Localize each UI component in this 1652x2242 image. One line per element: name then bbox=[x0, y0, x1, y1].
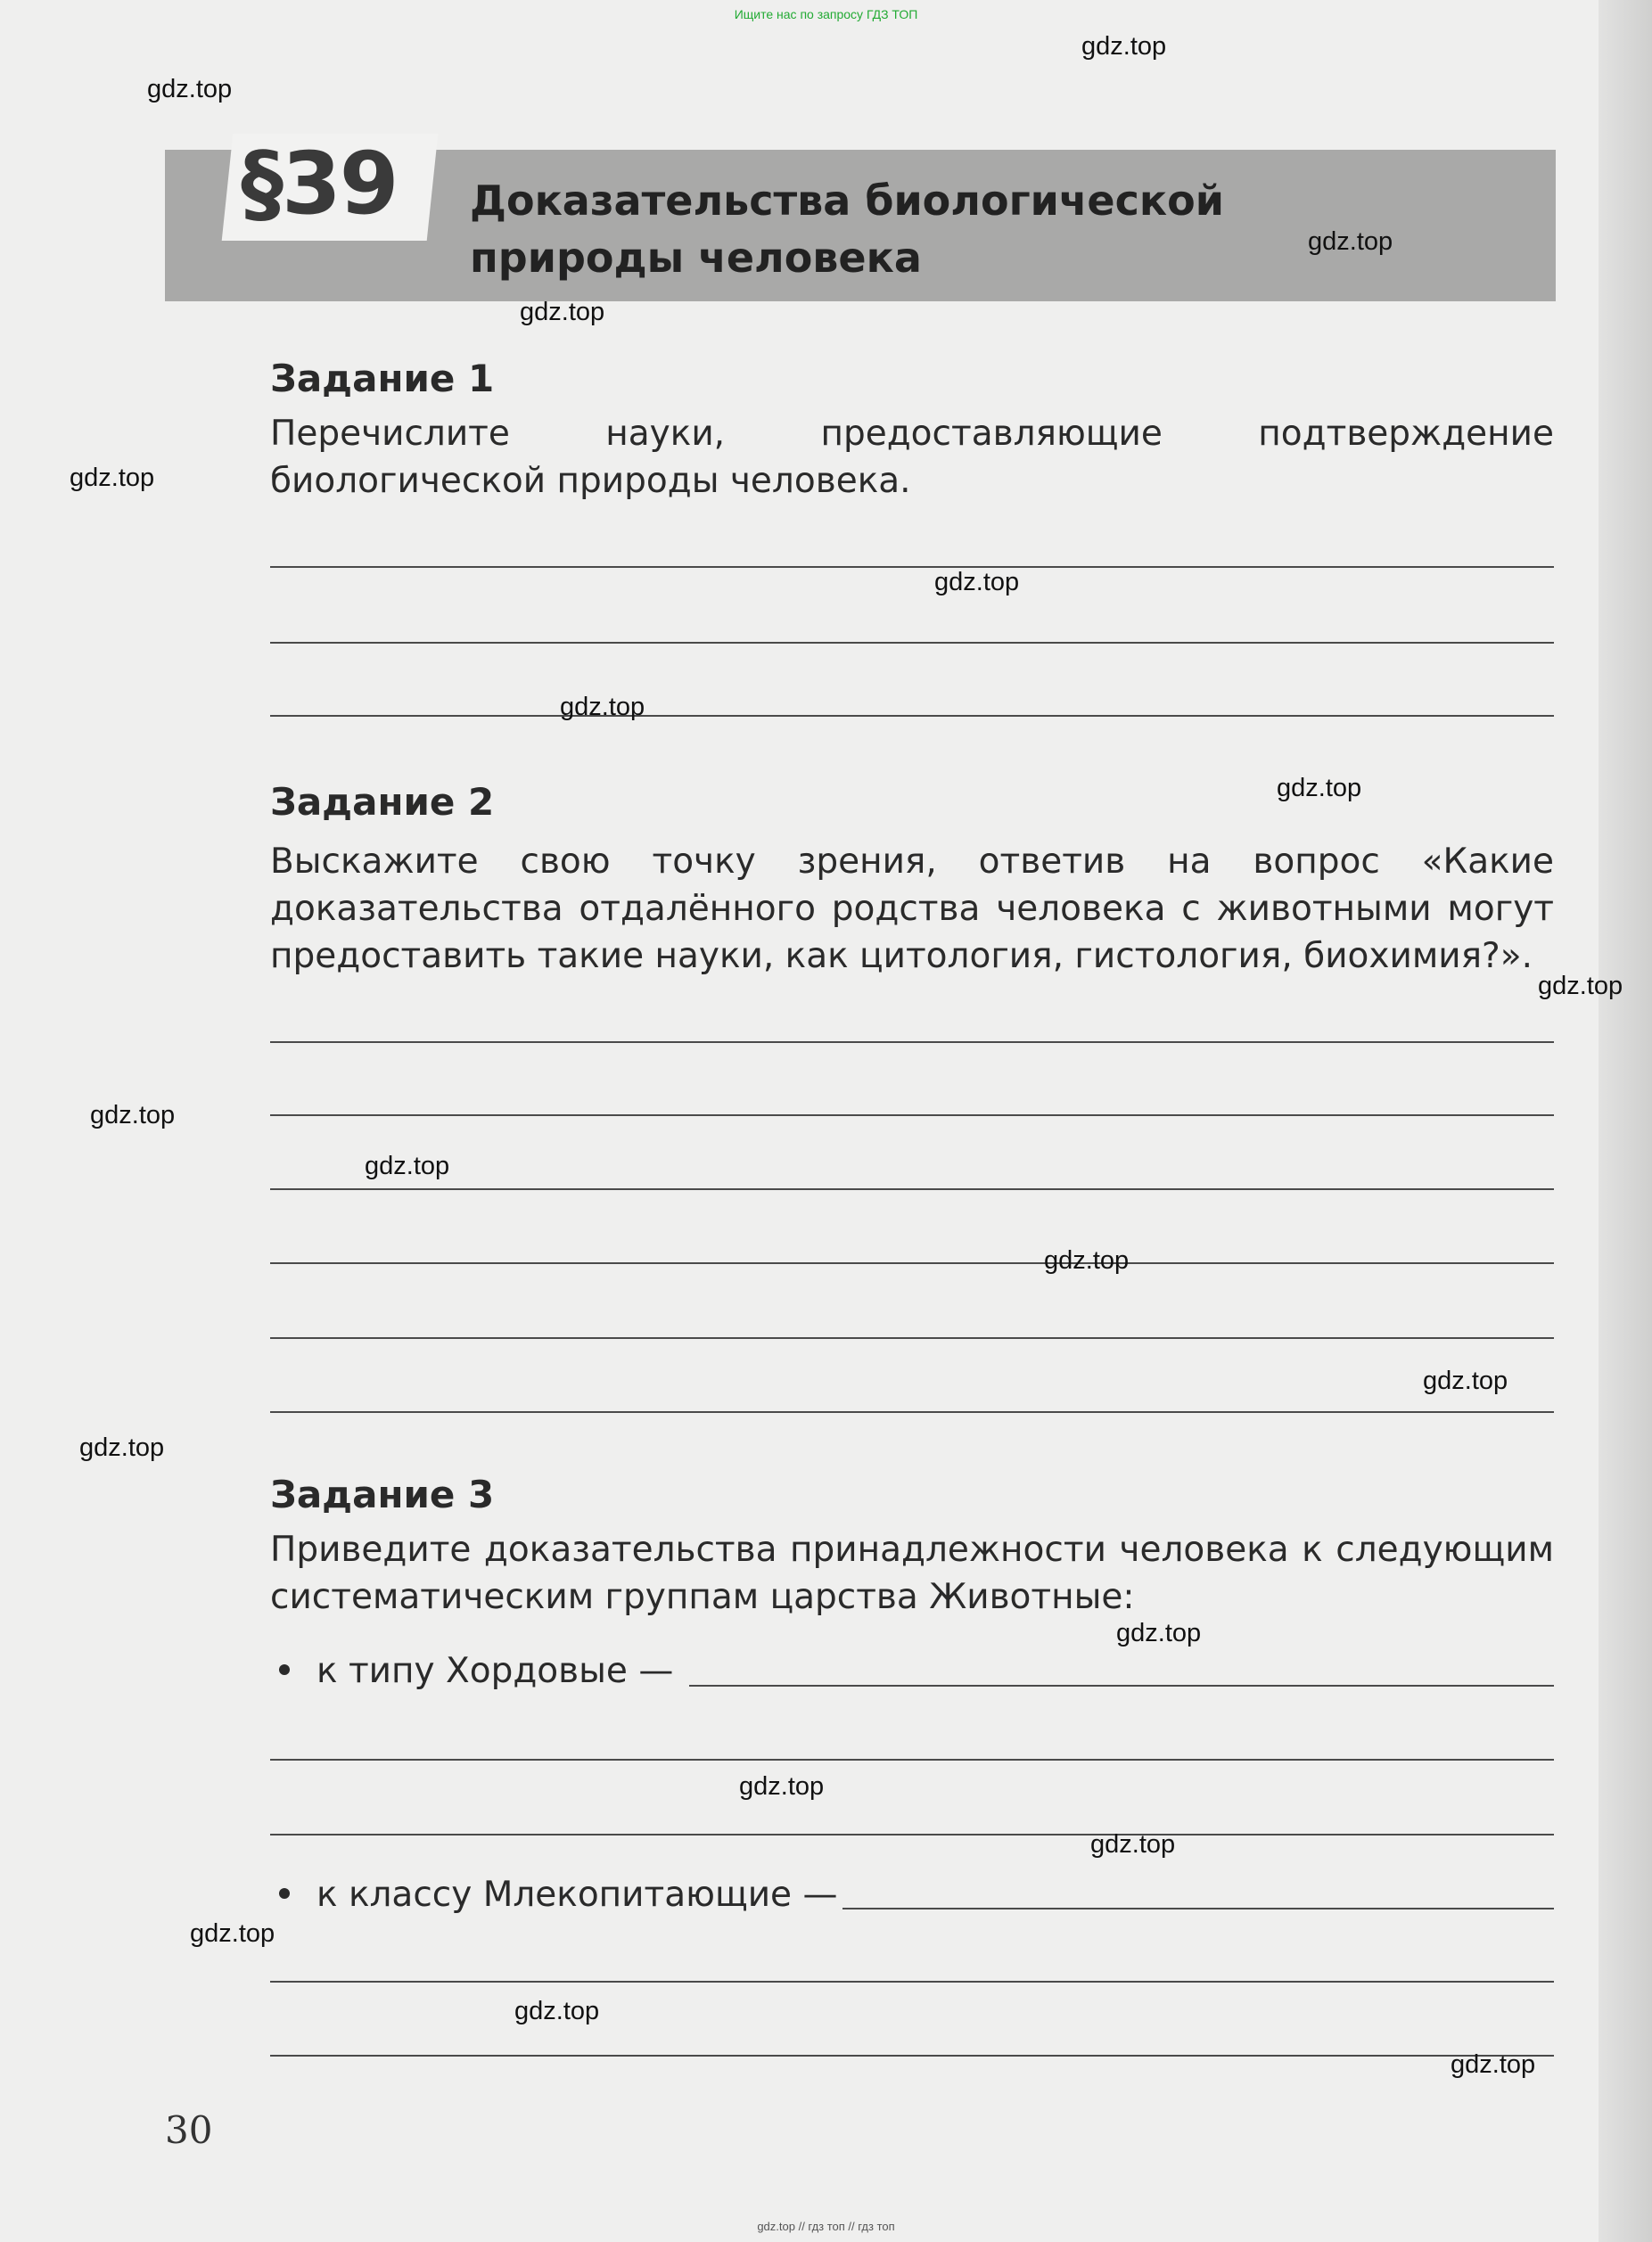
watermark: gdz.top bbox=[70, 464, 155, 492]
watermark: gdz.top bbox=[934, 568, 1020, 596]
watermark: gdz.top bbox=[365, 1152, 450, 1180]
watermark: gdz.top bbox=[1277, 774, 1362, 802]
task-2-heading: Задание 2 bbox=[270, 780, 495, 824]
watermark: gdz.top bbox=[1090, 1830, 1176, 1859]
watermark: gdz.top bbox=[1538, 972, 1623, 1000]
bullet-dot-icon bbox=[279, 1888, 290, 1899]
answer-line[interactable] bbox=[270, 1759, 1554, 1761]
watermark: gdz.top bbox=[514, 1997, 600, 2025]
task-1-text: Перечислите науки, предоставляющие подтверждение биологической природы человека. bbox=[270, 414, 1554, 501]
bullet-item bbox=[270, 1651, 673, 1691]
answer-line[interactable] bbox=[270, 1188, 1554, 1190]
watermark: gdz.top bbox=[520, 298, 605, 326]
answer-line[interactable] bbox=[270, 1981, 1554, 1983]
watermark: gdz.top bbox=[560, 693, 645, 721]
task-3-text: Приведите доказательства принадлежности человека к следующим систематическим группам царства Животные: bbox=[270, 1530, 1554, 1617]
section-number: §39 bbox=[241, 134, 398, 234]
bottom-banner: gdz.top // гдз топ // гдз топ bbox=[757, 2220, 895, 2233]
answer-line[interactable] bbox=[270, 642, 1554, 644]
task-1-heading: Задание 1 bbox=[270, 357, 495, 400]
watermark: gdz.top bbox=[190, 1919, 275, 1948]
section-title-line1: Доказательства биологической bbox=[470, 177, 1224, 225]
bullet-label: к типу Хордовые — bbox=[316, 1651, 674, 1691]
page-number: 30 bbox=[165, 2108, 213, 2152]
page-edge-shadow bbox=[1599, 0, 1652, 2242]
watermark: gdz.top bbox=[90, 1101, 176, 1129]
answer-line[interactable] bbox=[270, 1337, 1554, 1339]
watermark: gdz.top bbox=[79, 1433, 165, 1462]
top-banner: Ищите нас по запросу ГДЗ ТОП bbox=[734, 7, 918, 21]
bullet-item bbox=[270, 1875, 837, 1915]
task-3-heading: Задание 3 bbox=[270, 1473, 495, 1516]
bullet-label: к классу Млекопитающие — bbox=[316, 1875, 838, 1915]
task-2-text: Выскажите свою точку зрения, ответив на вопрос «Какие доказательства отдалённого родства человека с животными могут предоставить такие науки, как цитология, гистология, биохимия?». bbox=[270, 842, 1554, 976]
watermark: gdz.top bbox=[1081, 32, 1167, 61]
watermark: gdz.top bbox=[1044, 1246, 1130, 1275]
bullet-dot-icon bbox=[279, 1664, 290, 1675]
answer-line[interactable] bbox=[270, 1834, 1554, 1835]
answer-line[interactable] bbox=[270, 566, 1554, 568]
watermark: gdz.top bbox=[1308, 227, 1393, 256]
answer-line[interactable] bbox=[689, 1685, 1554, 1687]
watermark: gdz.top bbox=[1423, 1367, 1508, 1395]
answer-line[interactable] bbox=[270, 715, 1554, 717]
answer-line[interactable] bbox=[270, 1411, 1554, 1413]
answer-line[interactable] bbox=[270, 1041, 1554, 1043]
watermark: gdz.top bbox=[1116, 1619, 1202, 1647]
answer-line[interactable] bbox=[270, 1114, 1554, 1116]
section-title-line2: природы человека bbox=[470, 234, 922, 282]
answer-line[interactable] bbox=[842, 1908, 1554, 1909]
watermark: gdz.top bbox=[739, 1772, 825, 1801]
answer-line[interactable] bbox=[270, 2055, 1554, 2057]
section-title bbox=[470, 172, 1272, 286]
answer-line[interactable] bbox=[270, 1262, 1554, 1264]
watermark: gdz.top bbox=[1451, 2050, 1536, 2079]
watermark: gdz.top bbox=[147, 75, 233, 103]
